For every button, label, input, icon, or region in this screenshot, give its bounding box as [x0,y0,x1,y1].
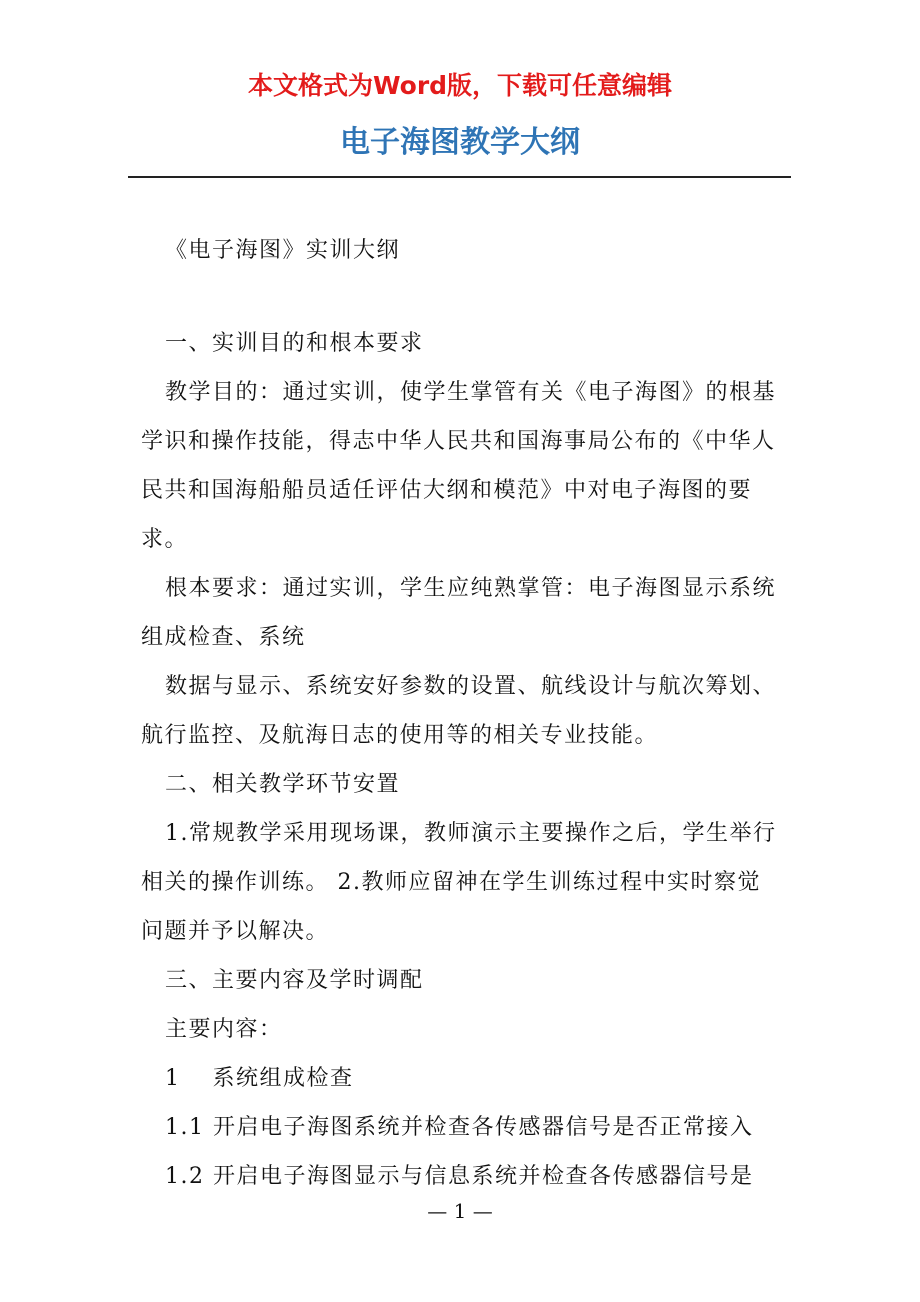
title-divider [128,176,791,178]
outline-heading: 《电子海图》实训大纲 [165,238,401,263]
document-body [141,226,784,1201]
word-format-banner: 本文格式为Word版，下载可任意编辑 [247,71,673,100]
teaching-goal-paragraph: 教学目的：通过实训，使学生掌管有关《电子海图》的根基学识和操作技能，得志中华人民共和国海事局公布的《中华人民共和国海船船员适任评估大纲和模范》中对电子海图的要求。 [141,380,777,552]
section-heading-3: 三、主要内容及学时调配 [165,968,424,993]
section-heading-1: 一、实训目的和根本要求 [165,331,424,356]
main-content-label: 主要内容： [165,1017,283,1042]
teaching-arrangement-paragraph: 1.常规教学采用现场课，教师演示主要操作之后，学生举行相关的操作训练。 2.教师应留神在学生训练过程中实时察觉问题并予以解决。 [141,821,777,944]
basic-requirement-paragraph: 根本要求：通过实训，学生应纯熟掌管：电子海图显示系统组成检查、系统 [141,576,777,650]
item-1-heading: 1 系统组成检查 [165,1066,354,1091]
item-1-1: 1.1 开启电子海图系统并检查各传感器信号是否正常接入 [165,1115,754,1140]
section-heading-2: 二、相关教学环节安置 [165,772,401,797]
document-title: 电子海图教学大纲 [340,125,580,160]
requirement-continuation-paragraph: 数据与显示、系统安好参数的设置、航线设计与航次筹划、航行监控、及航海日志的使用等的相关专业技能。 [141,674,777,748]
item-1-2: 1.2 开启电子海图显示与信息系统并检查各传感器信号是 [165,1164,754,1189]
page-number: — 1 — [427,1199,493,1223]
